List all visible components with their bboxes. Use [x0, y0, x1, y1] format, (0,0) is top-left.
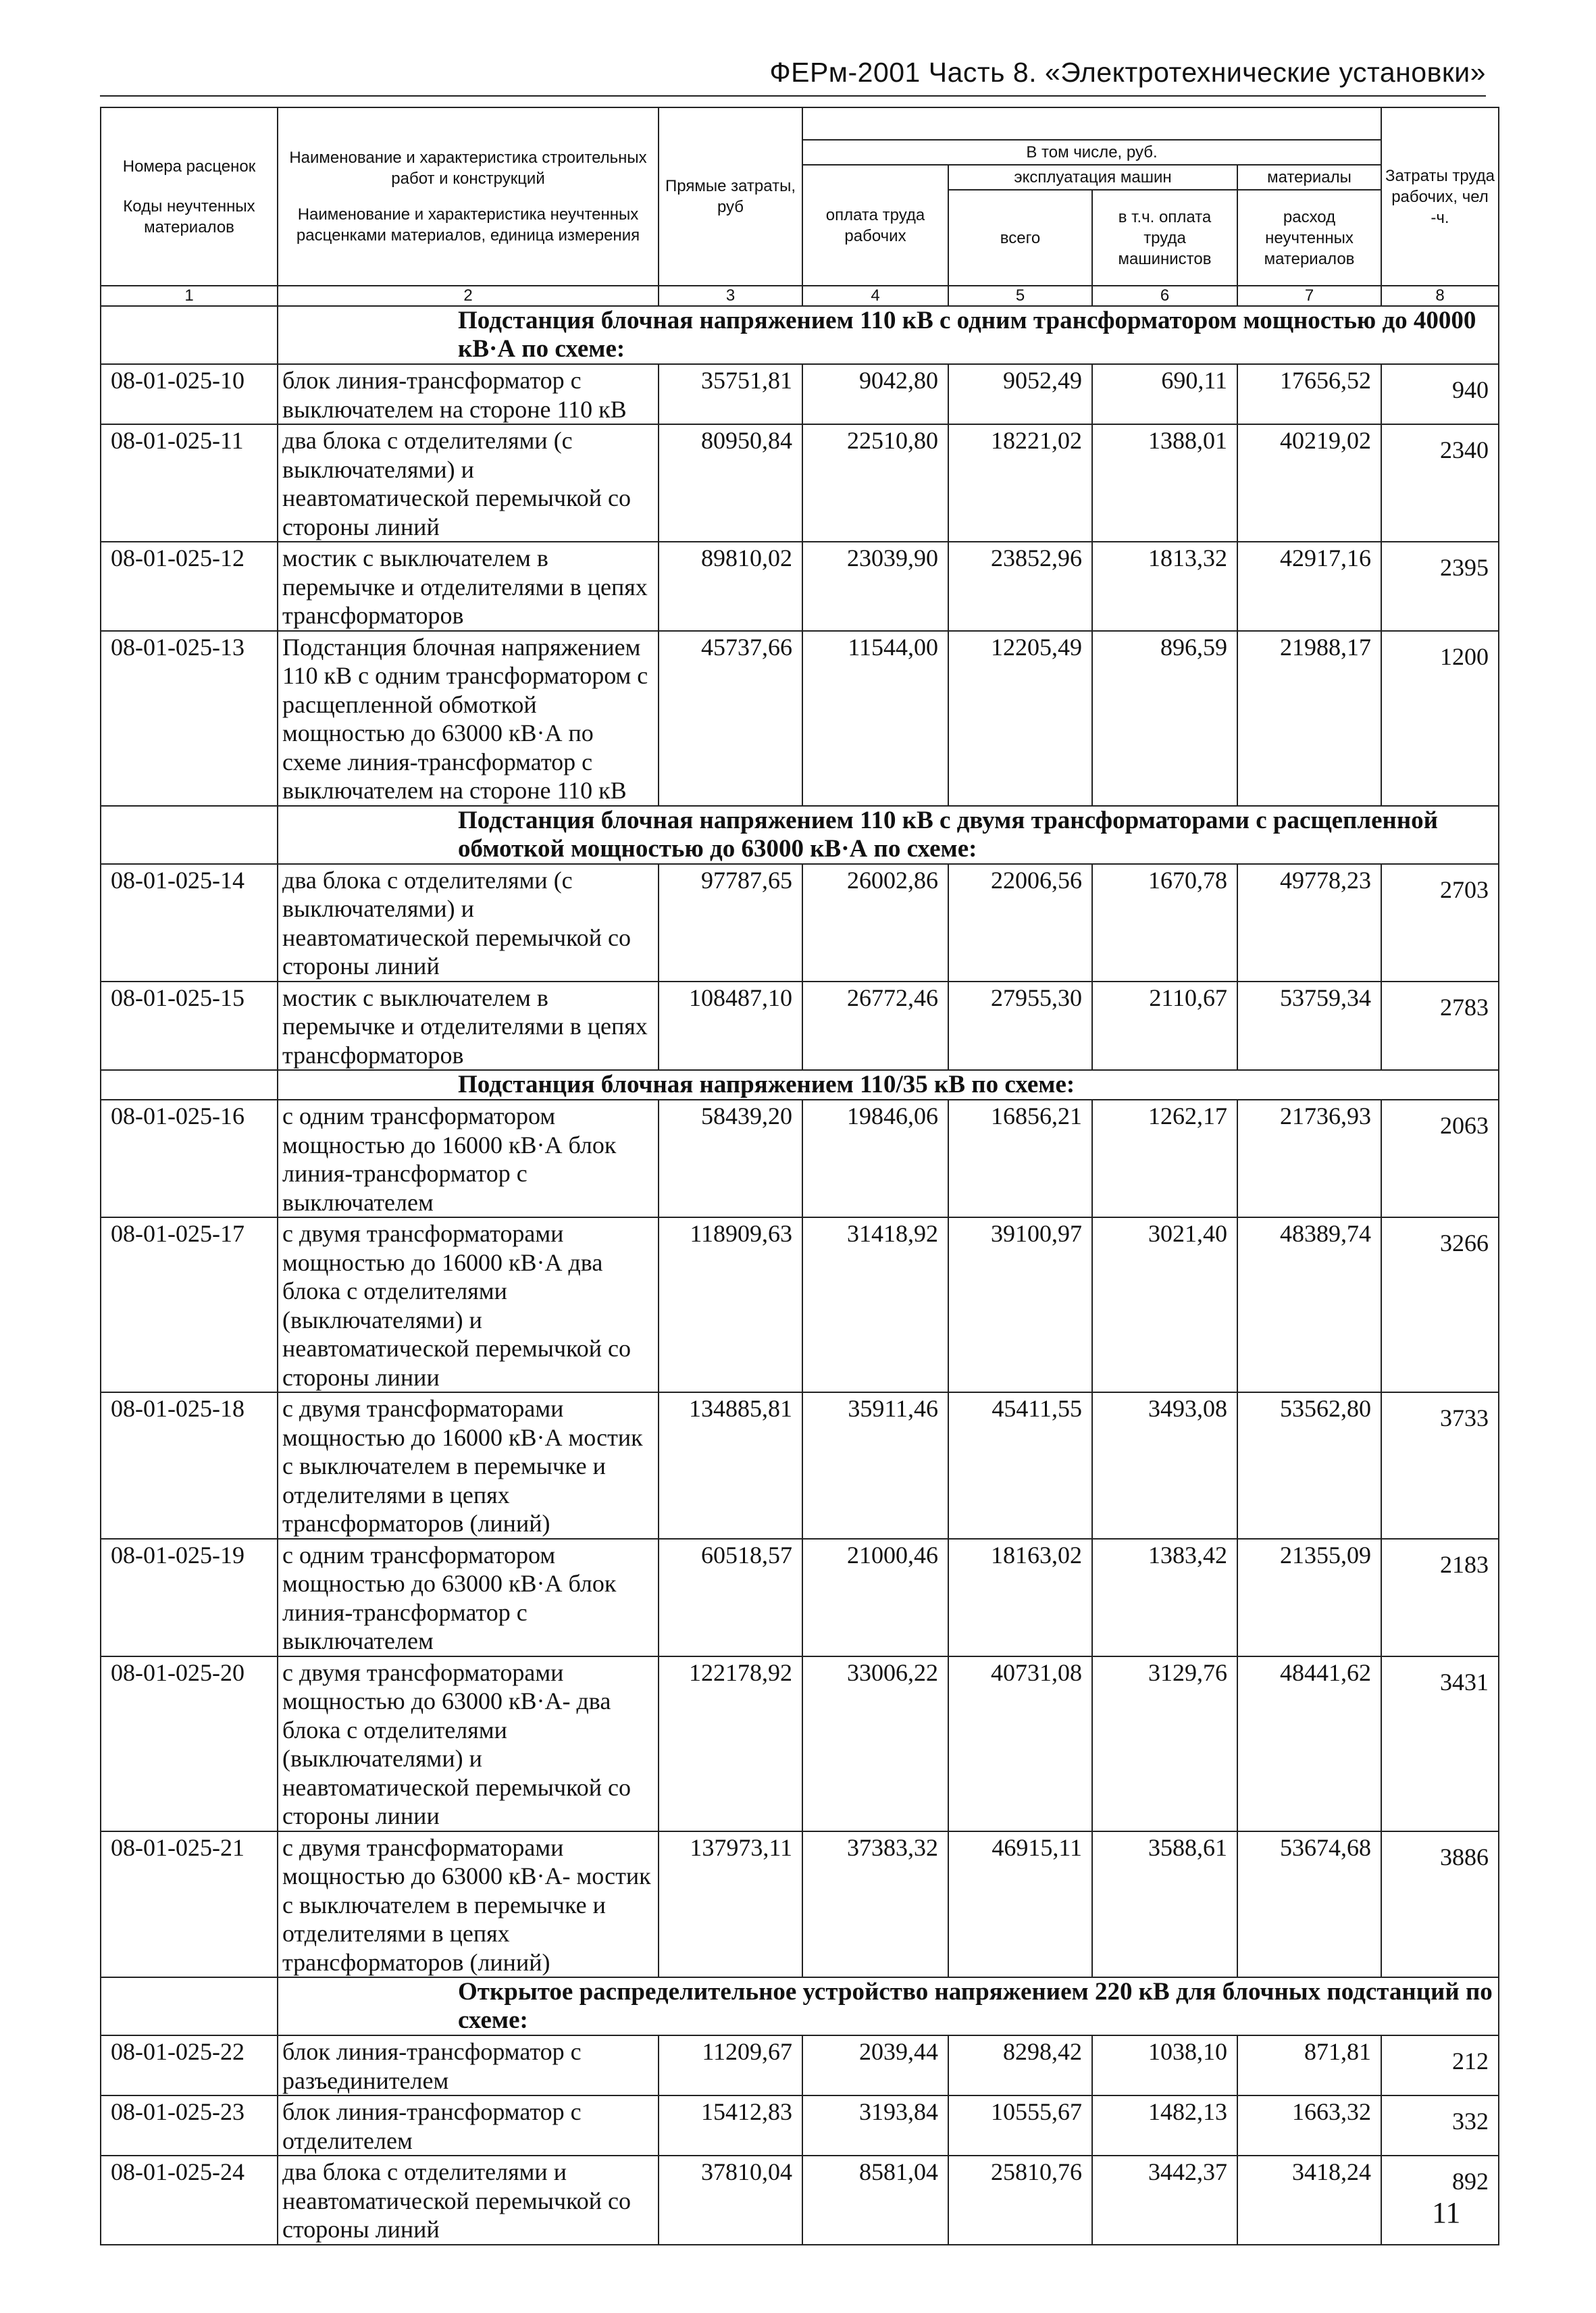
rate-name: с одним трансформатором мощностью до 63000 кВ·А блок линия-трансформатор с выключателем [278, 1539, 659, 1656]
worker-pay: 2039,44 [802, 2035, 948, 2095]
rate-name: блок линия-трансформатор с разъединителем [278, 2035, 659, 2095]
machines-total: 25810,76 [948, 2156, 1092, 2245]
labor-hours: 3886 [1381, 1831, 1499, 1978]
direct-costs: 137973,11 [659, 1831, 802, 1978]
machinists-pay: 3129,76 [1092, 1656, 1237, 1831]
rate-code: 08-01-025-16 [101, 1100, 278, 1217]
worker-pay: 11544,00 [802, 631, 948, 806]
worker-pay: 19846,06 [802, 1100, 948, 1217]
rate-name: блок линия-трансформатор с выключателем на стороне 110 кВ [278, 364, 659, 424]
header-machines-total: всего [948, 190, 1092, 286]
column-number: 7 [1237, 286, 1381, 306]
materials-usage: 3418,24 [1237, 2156, 1381, 2245]
table-row [101, 1392, 1499, 1539]
materials-usage: 48389,74 [1237, 1217, 1381, 1392]
rate-name: с двумя трансформаторами мощностью до 16000 кВ·А два блока с отделителями (выключателями) и неавтоматической перемычкой со стороны линии [278, 1217, 659, 1392]
worker-pay: 33006,22 [802, 1656, 948, 1831]
rate-code: 08-01-025-12 [101, 542, 278, 631]
machinists-pay: 1482,13 [1092, 2095, 1237, 2156]
table-row [101, 631, 1499, 806]
section-row [101, 806, 1499, 864]
header-direct-costs: Прямые затраты, руб [659, 107, 802, 286]
table-row [101, 364, 1499, 424]
worker-pay: 26772,46 [802, 982, 948, 1071]
machinists-pay: 3493,08 [1092, 1392, 1237, 1539]
direct-costs: 89810,02 [659, 542, 802, 631]
worker-pay: 35911,46 [802, 1392, 948, 1539]
column-number: 5 [948, 286, 1092, 306]
labor-hours: 3733 [1381, 1392, 1499, 1539]
header-labor-hours: Затраты труда рабочих, чел -ч. [1381, 107, 1499, 286]
materials-usage: 871,81 [1237, 2035, 1381, 2095]
direct-costs: 11209,67 [659, 2035, 802, 2095]
table-row [101, 1539, 1499, 1656]
machinists-pay: 1670,78 [1092, 864, 1237, 982]
worker-pay: 26002,86 [802, 864, 948, 982]
header-names: Наименование и характеристика строительных работ и конструкций Наименование и характеристика неучтенных расценками материалов, единица измерения [278, 107, 659, 286]
direct-costs: 60518,57 [659, 1539, 802, 1656]
materials-usage: 21355,09 [1237, 1539, 1381, 1656]
materials-usage: 1663,32 [1237, 2095, 1381, 2156]
rate-code: 08-01-025-18 [101, 1392, 278, 1539]
price-table [100, 107, 1499, 2245]
machinists-pay: 3021,40 [1092, 1217, 1237, 1392]
rate-code: 08-01-025-22 [101, 2035, 278, 2095]
labor-hours: 212 [1381, 2035, 1499, 2095]
direct-costs: 80950,84 [659, 424, 802, 542]
labor-hours: 2395 [1381, 542, 1499, 631]
worker-pay: 9042,80 [802, 364, 948, 424]
rate-code: 08-01-025-10 [101, 364, 278, 424]
section-title: Подстанция блочная напряжением 110/35 кВ по схеме: [278, 1070, 1499, 1100]
rate-code: 08-01-025-20 [101, 1656, 278, 1831]
section-title: Подстанция блочная напряжением 110 кВ с двумя трансформаторами с расщепленной обмоткой мощностью до 63000 кВ·А по схеме: [278, 806, 1499, 864]
header-materials-usage: расход неучтенных материалов [1237, 190, 1381, 286]
machines-total: 16856,21 [948, 1100, 1092, 1217]
rate-code: 08-01-025-14 [101, 864, 278, 982]
table-row [101, 1831, 1499, 1978]
rate-code: 08-01-025-11 [101, 424, 278, 542]
section-title: Открытое распределительное устройство напряжением 220 кВ для блочных подстанций по схеме: [278, 1977, 1499, 2035]
machinists-pay: 1813,32 [1092, 542, 1237, 631]
labor-hours: 3266 [1381, 1217, 1499, 1392]
table-row [101, 2035, 1499, 2095]
section-code-cell [101, 306, 278, 364]
machines-total: 39100,97 [948, 1217, 1092, 1392]
column-numbers-row [101, 286, 1499, 306]
rate-name: Подстанция блочная напряжением 110 кВ с одним трансформатором с расщепленной обмоткой мощностью до 63000 кВ·А по схеме линия-трансформатор с выключателем на стороне 110 кВ [278, 631, 659, 806]
table-body [101, 306, 1499, 2245]
rate-code: 08-01-025-17 [101, 1217, 278, 1392]
labor-hours: 2703 [1381, 864, 1499, 982]
machines-total: 27955,30 [948, 982, 1092, 1071]
worker-pay: 3193,84 [802, 2095, 948, 2156]
rate-name: с одним трансформатором мощностью до 16000 кВ·А блок линия-трансформатор с выключателем [278, 1100, 659, 1217]
table-row [101, 1217, 1499, 1392]
direct-costs: 134885,81 [659, 1392, 802, 1539]
header-including: В том числе, руб. [802, 140, 1381, 165]
rate-name: два блока с отделителями (с выключателями) и неавтоматической перемычкой со стороны линий [278, 424, 659, 542]
labor-hours: 332 [1381, 2095, 1499, 2156]
materials-usage: 21988,17 [1237, 631, 1381, 806]
direct-costs: 118909,63 [659, 1217, 802, 1392]
machinists-pay: 1038,10 [1092, 2035, 1237, 2095]
page-title: ФЕРм-2001 Часть 8. «Электротехнические установки» [769, 57, 1486, 88]
direct-costs: 58439,20 [659, 1100, 802, 1217]
direct-costs: 37810,04 [659, 2156, 802, 2245]
materials-usage: 53562,80 [1237, 1392, 1381, 1539]
table-row [101, 982, 1499, 1071]
materials-usage: 53759,34 [1237, 982, 1381, 1071]
page-header [100, 57, 1486, 97]
machines-total: 22006,56 [948, 864, 1092, 982]
direct-costs: 108487,10 [659, 982, 802, 1071]
machinists-pay: 2110,67 [1092, 982, 1237, 1071]
section-code-cell [101, 1977, 278, 2035]
header-spacer [802, 107, 1381, 140]
worker-pay: 31418,92 [802, 1217, 948, 1392]
machines-total: 18163,02 [948, 1539, 1092, 1656]
labor-hours: 1200 [1381, 631, 1499, 806]
rate-name: два блока с отделителями и неавтоматической перемычкой со стороны линий [278, 2156, 659, 2245]
rate-code: 08-01-025-24 [101, 2156, 278, 2245]
table-row [101, 424, 1499, 542]
labor-hours: 3431 [1381, 1656, 1499, 1831]
labor-hours: 940 [1381, 364, 1499, 424]
worker-pay: 23039,90 [802, 542, 948, 631]
column-number: 6 [1092, 286, 1237, 306]
worker-pay: 37383,32 [802, 1831, 948, 1978]
header-machines: эксплуатация машин [948, 165, 1237, 190]
machines-total: 8298,42 [948, 2035, 1092, 2095]
materials-usage: 21736,93 [1237, 1100, 1381, 1217]
rate-name: с двумя трансформаторами мощностью до 63000 кВ·А- мостик с выключателем в перемычке и отделителями в цепях трансформаторов (линий) [278, 1831, 659, 1978]
machinists-pay: 1262,17 [1092, 1100, 1237, 1217]
rate-code: 08-01-025-13 [101, 631, 278, 806]
machines-total: 23852,96 [948, 542, 1092, 631]
machinists-pay: 690,11 [1092, 364, 1237, 424]
rate-name: блок линия-трансформатор с отделителем [278, 2095, 659, 2156]
section-code-cell [101, 806, 278, 864]
column-number: 2 [278, 286, 659, 306]
materials-usage: 42917,16 [1237, 542, 1381, 631]
worker-pay: 22510,80 [802, 424, 948, 542]
section-row [101, 306, 1499, 364]
labor-hours: 892 [1381, 2156, 1499, 2245]
rate-code: 08-01-025-15 [101, 982, 278, 1071]
header-worker-pay: оплата труда рабочих [802, 165, 948, 286]
direct-costs: 15412,83 [659, 2095, 802, 2156]
header-machinists-pay: в т.ч. оплата труда машинистов [1092, 190, 1237, 286]
machinists-pay: 1383,42 [1092, 1539, 1237, 1656]
header-codes: Номера расценок Коды неучтенных материалов [101, 107, 278, 286]
materials-usage: 53674,68 [1237, 1831, 1381, 1978]
machines-total: 10555,67 [948, 2095, 1092, 2156]
page-number: 11 [1432, 2196, 1461, 2229]
machinists-pay: 3442,37 [1092, 2156, 1237, 2245]
materials-usage: 49778,23 [1237, 864, 1381, 982]
section-row [101, 1070, 1499, 1100]
section-code-cell [101, 1070, 278, 1100]
machines-total: 12205,49 [948, 631, 1092, 806]
materials-usage: 17656,52 [1237, 364, 1381, 424]
header-materials: материалы [1237, 165, 1381, 190]
machines-total: 45411,55 [948, 1392, 1092, 1539]
table-row [101, 1100, 1499, 1217]
rate-code: 08-01-025-19 [101, 1539, 278, 1656]
machines-total: 9052,49 [948, 364, 1092, 424]
rate-name: два блока с отделителями (с выключателями) и неавтоматической перемычкой со стороны линий [278, 864, 659, 982]
labor-hours: 2340 [1381, 424, 1499, 542]
column-number: 1 [101, 286, 278, 306]
table-row [101, 2156, 1499, 2245]
direct-costs: 122178,92 [659, 1656, 802, 1831]
machinists-pay: 1388,01 [1092, 424, 1237, 542]
materials-usage: 40219,02 [1237, 424, 1381, 542]
materials-usage: 48441,62 [1237, 1656, 1381, 1831]
table-row [101, 2095, 1499, 2156]
rate-name: с двумя трансформаторами мощностью до 16000 кВ·А мостик с выключателем в перемычке и отделителями в цепях трансформаторов (линий) [278, 1392, 659, 1539]
section-title: Подстанция блочная напряжением 110 кВ с одним трансформатором мощностью до 40000 кВ·А по схеме: [278, 306, 1499, 364]
machinists-pay: 3588,61 [1092, 1831, 1237, 1978]
direct-costs: 97787,65 [659, 864, 802, 982]
machines-total: 46915,11 [948, 1831, 1092, 1978]
table-row [101, 1656, 1499, 1831]
column-number: 4 [802, 286, 948, 306]
labor-hours: 2783 [1381, 982, 1499, 1071]
direct-costs: 45737,66 [659, 631, 802, 806]
rate-name: мостик с выключателем в перемычке и отделителями в цепях трансформаторов [278, 982, 659, 1071]
rate-code: 08-01-025-21 [101, 1831, 278, 1978]
machines-total: 18221,02 [948, 424, 1092, 542]
direct-costs: 35751,81 [659, 364, 802, 424]
table-row [101, 542, 1499, 631]
rate-name: мостик с выключателем в перемычке и отделителями в цепях трансформаторов [278, 542, 659, 631]
labor-hours: 2183 [1381, 1539, 1499, 1656]
rate-code: 08-01-025-23 [101, 2095, 278, 2156]
column-number: 3 [659, 286, 802, 306]
machines-total: 40731,08 [948, 1656, 1092, 1831]
column-number: 8 [1381, 286, 1499, 306]
worker-pay: 21000,46 [802, 1539, 948, 1656]
table-header [101, 107, 1499, 306]
worker-pay: 8581,04 [802, 2156, 948, 2245]
table-row [101, 864, 1499, 982]
machinists-pay: 896,59 [1092, 631, 1237, 806]
labor-hours: 2063 [1381, 1100, 1499, 1217]
section-row [101, 1977, 1499, 2035]
rate-name: с двумя трансформаторами мощностью до 63000 кВ·А- два блока с отделителями (выключателями) и неавтоматической перемычкой со стороны линии [278, 1656, 659, 1831]
